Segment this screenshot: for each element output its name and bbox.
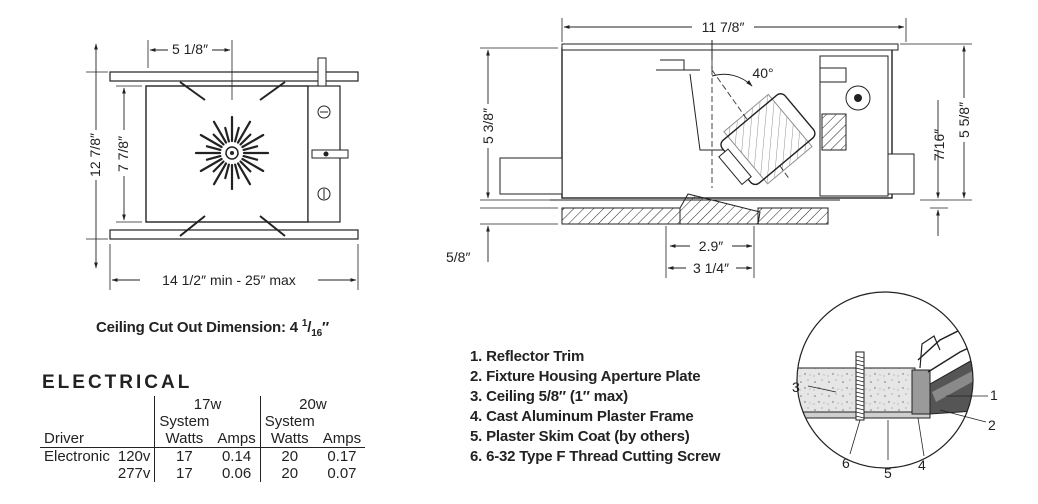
legend-item: 1. Reflector Trim (470, 348, 585, 365)
cutout-fraction-num: 1 (301, 318, 308, 329)
header-system-17: System (155, 413, 214, 430)
dim-front-width-top: 5 1/8″ (171, 41, 209, 57)
legend-item: 3. Ceiling 5/8″ (1″ max) (470, 388, 628, 405)
ceiling-section-right (758, 208, 828, 224)
side-conduit (500, 158, 562, 194)
ceiling-board (790, 368, 915, 412)
header-driver: Driver (44, 430, 84, 447)
dim-front-height-inner: 7 7/8″ (115, 135, 131, 173)
electrical-table (40, 396, 365, 482)
dim-side-height-left: 5 3/8″ (480, 107, 496, 145)
ceiling-section-left (562, 208, 680, 224)
bottom-bar-hanger (110, 230, 358, 239)
header-amps-20: Amps (322, 430, 362, 447)
side-view (446, 18, 973, 278)
callout-6: 6 (842, 455, 850, 471)
electrical-title: ELECTRICAL (42, 372, 193, 393)
dim-aperture-2: 3 1/4″ (692, 260, 730, 276)
callout-5: 5 (884, 465, 892, 481)
callout-4: 4 (918, 457, 926, 473)
legend-item: 6. 6-32 Type F Thread Cutting Screw (470, 448, 721, 465)
dim-side-height-right-outer: 5 5/8″ (956, 101, 972, 139)
ceiling-cutout-label: Ceiling Cut Out Dimension: 4 $^1/_{16}''$ (96, 318, 329, 339)
header-system-20: System (260, 413, 319, 430)
callout-2: 2 (988, 417, 996, 433)
parts-legend (470, 347, 720, 467)
detail-view (790, 290, 998, 481)
header-watts-20: Watts (260, 430, 319, 448)
legend-item: 2. Fixture Housing Aperture Plate (470, 368, 701, 385)
plaster-frame (912, 370, 930, 414)
dim-side-width-top: 11 7/8″ (701, 19, 745, 35)
header-17w: 17w (155, 396, 260, 413)
header-amps-17: Amps (217, 430, 256, 447)
dim-aperture-1: 2.9″ (698, 238, 724, 254)
header-watts-17: Watts (155, 430, 214, 448)
dim-front-width-bottom: 14 1/2″ min - 25″ max (162, 272, 296, 288)
table-row: 277v 17 0.06 20 0.07 (117, 465, 357, 482)
front-view (86, 40, 358, 290)
header-20w: 20w (260, 396, 365, 413)
angle-label: 40° (752, 65, 774, 81)
callout-1: 1 (990, 387, 998, 403)
dim-ceiling-thickness: 5/8″ (446, 249, 471, 265)
cutout-fraction-den: 16 (311, 328, 322, 339)
dim-front-height-total: 12 7/8″ (87, 133, 103, 177)
legend-item: 5. Plaster Skim Coat (by others) (470, 428, 690, 445)
table-row: Electronic 120v 17 0.14 20 0.17 (44, 448, 357, 465)
dim-side-height-right-inner: 7/16″ (931, 128, 947, 162)
callout-3: 3 (792, 379, 800, 395)
legend-item: 4. Cast Aluminum Plaster Frame (470, 408, 694, 425)
